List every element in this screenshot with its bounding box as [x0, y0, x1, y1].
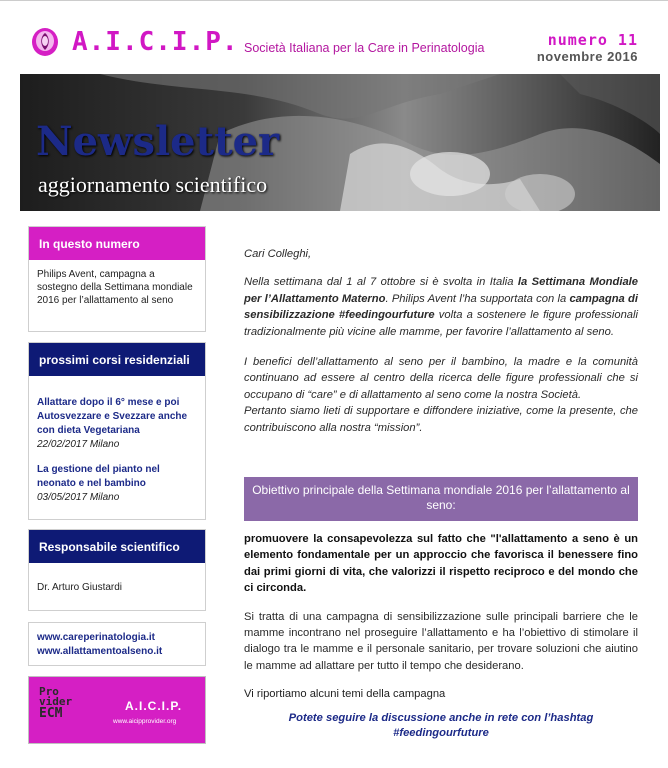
- banner-subtitle: aggiornamento scientifico: [38, 172, 268, 197]
- in-this-issue-heading: In questo numero: [29, 227, 205, 260]
- website-link[interactable]: www.careperinatologia.it: [37, 632, 155, 643]
- courses-list: [29, 376, 205, 524]
- article-body: [244, 240, 638, 436]
- in-this-issue-box: [28, 226, 206, 332]
- upcoming-courses-box: [28, 342, 206, 520]
- provider-ecm-logo: Pro vider ECM: [39, 685, 73, 721]
- scientific-lead-name: Dr. Arturo Giustardi: [37, 582, 123, 593]
- newsletter-header: [0, 0, 668, 74]
- provider-ecm-box: [28, 676, 206, 744]
- article-body-continued: [244, 531, 638, 741]
- themes-intro: Vi riportiamo alcuni temi della campagna: [244, 688, 446, 701]
- benefits-paragraph: I benefici dell’allattamento al seno per il bambino, la madre e la comunità continuano ad essere al centro della ricerca delle figure professionali che si occupano di “care” e di allattamento al seno come la nostra Società.: [244, 356, 638, 401]
- hashtag[interactable]: #feedingourfuture: [393, 726, 489, 739]
- scientific-lead-heading: Responsabile scientifico: [29, 530, 205, 563]
- course-title[interactable]: Allattare dopo il 6° mese e poi Autosvezzare e Svezzare anche con dieta Vegetariana: [37, 397, 188, 436]
- objective-text: promuovere la consapevolezza sul fatto che "l'allattamento a seno è un elemento fondamentale per un approccio che favorisca il benessere fino dai primi giorni di vita, che valorizzi il rispetto reciproco e del mondo che ci circonda.: [244, 533, 638, 595]
- objective-callout: Obiettivo principale della Settimana mondiale 2016 per l’allattamento al seno:: [244, 477, 638, 521]
- in-this-issue-text: Philips Avent, campagna a sostegno della Settimana mondiale 2016 per l’allattamento al seno: [37, 269, 193, 306]
- issue-number: numero 11: [547, 31, 638, 49]
- campaign-paragraph: Si tratta di una campagna di sensibilizzazione sulle principali barriere che le mamme incontrano nel proseguire l’allattamento e ha l’obiettivo di stimolare il dialogo tra le mamme e il personale sanitario, per trovare soluzioni che aiutino le mamme ad allattare per tutto il tempo che desiderano.: [244, 610, 638, 672]
- aicip-logo-icon: [30, 27, 60, 57]
- greeting: Cari Colleghi,: [244, 248, 312, 260]
- issue-date: novembre 2016: [536, 49, 638, 64]
- newsletter-banner: [20, 74, 660, 211]
- links-box: [28, 622, 206, 666]
- support-paragraph: Pertanto siamo lieti di supportare e diffondere iniziative, come la presente, che contribuiscono alla nostra “mission”.: [244, 405, 638, 434]
- course-title[interactable]: La gestione del pianto nel neonato e nel bambino: [37, 464, 160, 489]
- provider-name: A.I.C.I.P.: [125, 699, 183, 713]
- hashtag-line: Potete seguire la discussione anche in rete con l’hashtag: [288, 711, 594, 724]
- provider-url[interactable]: www.aicipprovider.org: [113, 718, 177, 725]
- course-date: 03/05/2017 Milano: [37, 492, 120, 503]
- scientific-lead-box: [28, 529, 206, 611]
- brand-name: A.I.C.I.P.: [72, 27, 239, 57]
- courses-heading: prossimi corsi residenziali: [29, 343, 205, 376]
- intro-paragraph: Nella settimana dal 1 al 7 ottobre si è svolta in Italia la Settimana Mondiale per l’Allattamento Materno. Philips Avent l’ha supportata con la campagna di sensibilizzazione #feedingourfuture volta a sostenere le figure professionali tradizionalmente più vicine alle mamme, per favorire l’allattamento al seno.: [244, 276, 639, 338]
- course-date: 22/02/2017 Milano: [37, 439, 120, 450]
- brand-tagline: Società Italiana per la Care in Perinatologia: [244, 41, 485, 55]
- banner-title: Newsletter: [36, 118, 280, 165]
- website-link[interactable]: www.allattamentoalseno.it: [37, 646, 163, 657]
